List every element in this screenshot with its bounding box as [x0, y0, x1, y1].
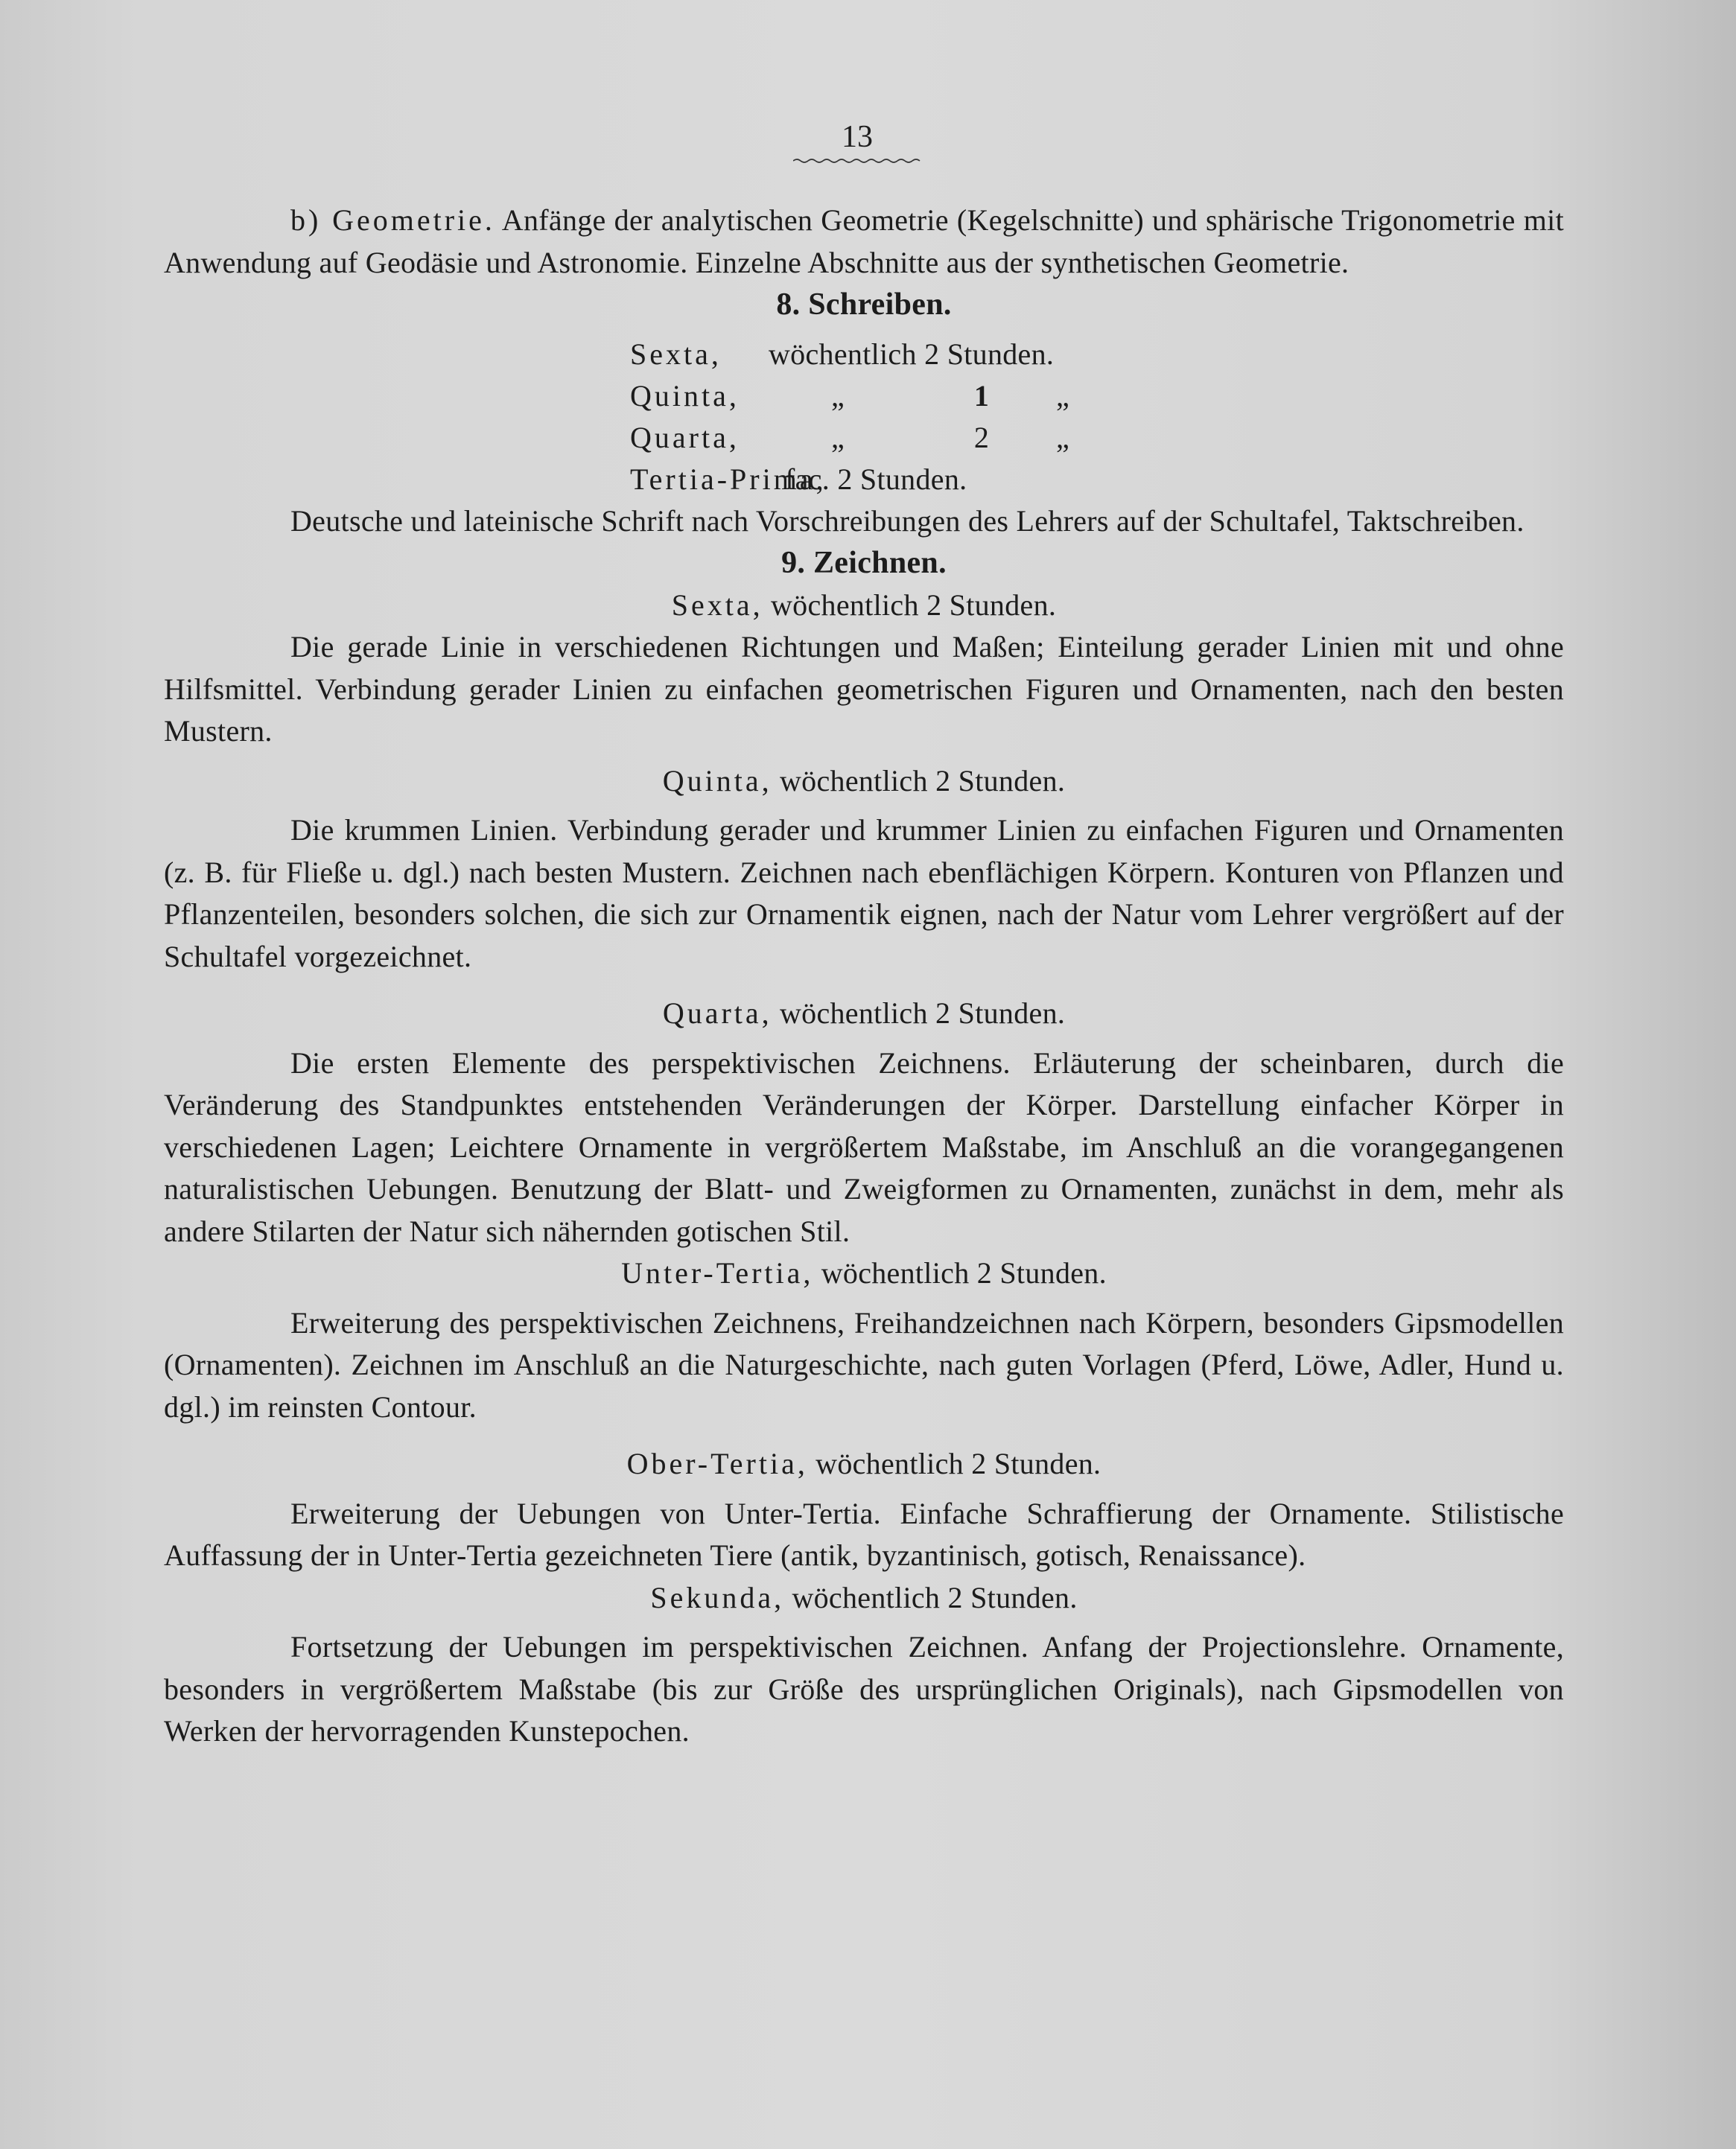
section-body-sekunda: Fortsetzung der Uebungen im perspektivischen Zeichnen. Anfang der Projectionslehre. Ornamente, besonders in vergrößertem Maßstabe (bis zur Größe des ursprünglichen Originals), nach Gipsmodellen von Werken der hervorragenden Kunstepochen. — [164, 1630, 1564, 1748]
section-title-sexta: Sexta, wöchentlich 2 Stunden. — [671, 588, 1057, 622]
section-body-quinta: Die krummen Linien. Verbindung gerader und krummer Linien zu einfachen Figuren und Ornamenten (z. B. für Fließe u. dgl.) nach besten Mustern. Zeichnen nach ebenflächigen Körpern. Konturen von Pflanzen und Pflanzenteilen, besonders solchen, die sich zur Ornamentik eignen, nach der Natur vom Lehrer vergrößert auf der Schultafel vorgezeichnet. — [164, 813, 1564, 973]
section-body-ober-tertia: Erweiterung der Uebungen von Unter-Tertia. Einfache Schraffierung der Ornamente. Stilistische Auffassung der in Unter-Tertia gezeichneten Tiere (antik, byzantinisch, gotisch, Renaissance). — [164, 1496, 1564, 1572]
schedule-ditto: „ — [1056, 378, 1070, 413]
decorative-wavy-rule — [793, 158, 923, 164]
main-text — [164, 200, 1564, 1753]
geometry-body: Anfänge der analytischen Geometrie (Kegelschnitte) und sphärische Trigonometrie mit Anwendung auf Geodäsie und Astronomie. Einzelne Abschnitte aus der synthetischen Geometrie. — [164, 203, 1564, 279]
schedule-class: Quarta, — [630, 420, 740, 454]
schreiben-heading: 8. Schreiben. — [776, 287, 952, 322]
schedule-ditto: „ — [830, 420, 845, 454]
schedule-class: Quinta, — [630, 378, 740, 413]
schedule-class: Sexta, — [630, 337, 722, 371]
page-number: 13 — [842, 120, 873, 154]
section-body-unter-tertia: Erweiterung des perspektivischen Zeichnens, Freihandzeichnen nach Körpern, besonders Gipsmodellen (Ornamenten). Zeichnen im Anschluß an die Naturgeschichte, nach guten Vorlagen (Pferd, Löwe, Adler, Hund u. dgl.) im reinsten Contour. — [164, 1305, 1564, 1424]
schedule-class: Tertia-Prima, — [630, 462, 827, 496]
schedule-text: wöchentlich 2 Stunden. — [769, 337, 1055, 371]
schedule-hours: 1 — [973, 378, 990, 413]
schedule-ditto: „ — [830, 378, 845, 413]
section-title-unter-tertia: Unter-Tertia, wöchentlich 2 Stunden. — [621, 1256, 1107, 1290]
schedule-text: fac. 2 Stunden. — [785, 462, 967, 496]
section-title-quarta: Quarta, wöchentlich 2 Stunden. — [662, 996, 1066, 1030]
geometry-label: b) Geometrie. — [290, 203, 495, 237]
schedule-hours: 2 — [973, 420, 990, 454]
section-title-ober-tertia: Ober-Tertia, wöchentlich 2 Stunden. — [626, 1447, 1101, 1480]
section-body-quarta: Die ersten Elemente des perspektivischen Zeichnens. Erläuterung der scheinbaren, durch die Veränderung des Standpunktes entstehenden Veränderungen der Körper. Darstellung einfacher Körper in verschiedenen Lagen; Leichtere Ornamente in vergrößertem Maßstabe, im Anschluß an die vorangegangenen naturalistischen Uebungen. Benutzung der Blatt- und Zweigformen zu Ornamenten, zunächst in dem, mehr als andere Stilarten der Natur sich nähernden gotischen Stil. — [164, 1045, 1564, 1248]
section-title-sekunda: Sekunda, wöchentlich 2 Stunden. — [650, 1580, 1078, 1614]
zeichnen-heading: 9. Zeichnen. — [781, 546, 947, 580]
geometry-paragraph — [164, 200, 1564, 284]
section-body-sexta: Die gerade Linie in verschiedenen Richtungen und Maßen; Einteilung gerader Linien mit und ohne Hilfsmittel. Verbindung gerader Linien zu einfachen geometrischen Figuren und Ornamenten, nach den besten Mustern. — [164, 630, 1564, 748]
schreiben-schedule — [630, 334, 1564, 500]
schedule-ditto: „ — [1056, 420, 1070, 454]
section-title-quinta: Quinta, wöchentlich 2 Stunden. — [662, 763, 1066, 797]
schreiben-paragraph: Deutsche und lateinische Schrift nach Vorschreibungen des Lehrers auf der Schultafel, Taktschreiben. — [290, 503, 1524, 538]
